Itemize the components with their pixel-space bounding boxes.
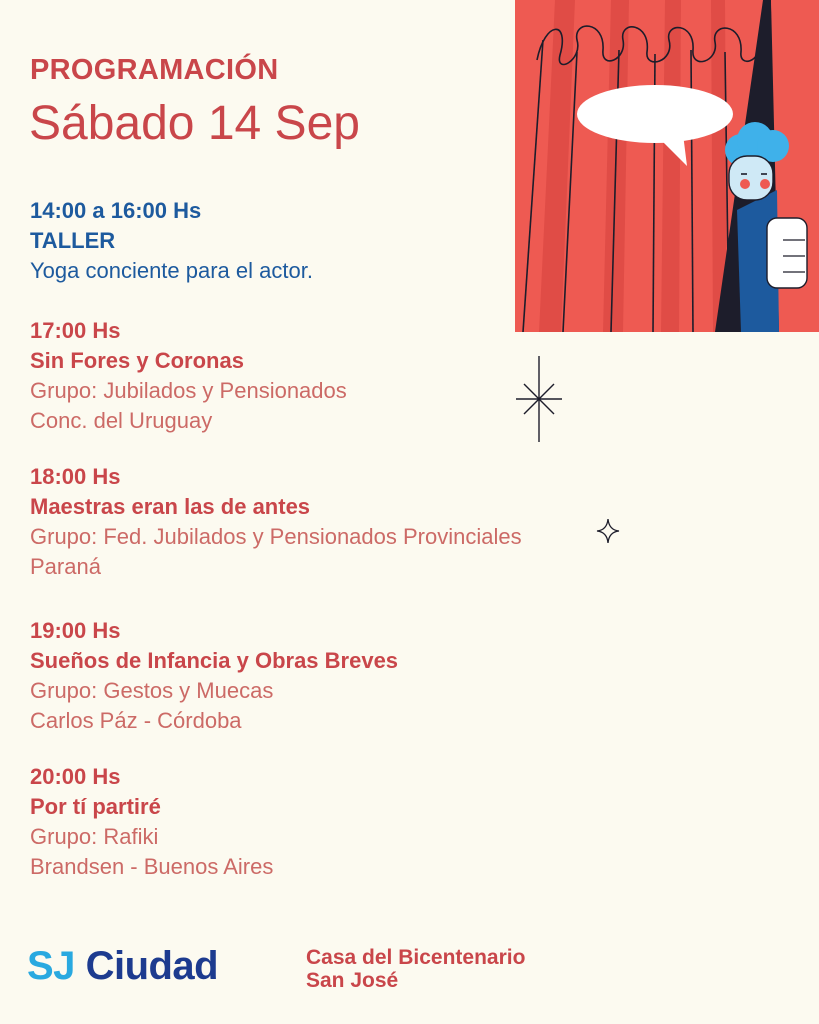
- event-time: 20:00 Hs: [30, 764, 121, 789]
- event-location: Conc. del Uruguay: [30, 408, 213, 433]
- venue-line-2: San José: [306, 969, 399, 992]
- event-time: 14:00 a 16:00 Hs: [30, 198, 202, 223]
- event-group: Grupo: Jubilados y Pensionados: [30, 378, 347, 403]
- sj-ciudad-logo: [27, 944, 218, 989]
- event-detail: Yoga conciente para el actor.: [30, 258, 313, 283]
- event-title: TALLER: [30, 228, 116, 253]
- event-time: 17:00 Hs: [30, 318, 121, 343]
- logo-ciudad: Ciudad: [85, 944, 219, 988]
- event-item: [30, 616, 398, 736]
- venue-name: [306, 946, 525, 992]
- event-group: Grupo: Rafiki: [30, 824, 159, 849]
- event-location: Brandsen - Buenos Aires: [30, 854, 274, 879]
- curtain-illustration: [515, 0, 819, 332]
- venue-line-1: Casa del Bicentenario: [306, 946, 526, 969]
- event-title: Por tí partiré: [30, 794, 161, 819]
- event-location: Paraná: [30, 554, 101, 579]
- program-heading: PROGRAMACIÓN: [30, 54, 279, 86]
- event-item: [30, 462, 522, 582]
- event-time: 18:00 Hs: [30, 464, 121, 489]
- event-group: Grupo: Fed. Jubilados y Pensionados Provinciales: [30, 524, 522, 549]
- event-title: Maestras eran las de antes: [30, 494, 311, 519]
- small-sparkle-icon: [596, 518, 620, 544]
- event-item: [30, 762, 273, 882]
- event-item: [30, 196, 313, 286]
- logo-sj: SJ: [27, 944, 75, 988]
- program-date: Sábado 14 Sep: [29, 97, 360, 150]
- event-item: [30, 316, 347, 436]
- event-title: Sueños de Infancia y Obras Breves: [30, 648, 399, 673]
- event-title: Sin Fores y Coronas: [30, 348, 244, 373]
- event-time: 19:00 Hs: [30, 618, 121, 643]
- event-group: Grupo: Gestos y Muecas: [30, 678, 274, 703]
- event-location: Carlos Páz - Córdoba: [30, 708, 242, 733]
- sparkle-icon: [512, 354, 566, 444]
